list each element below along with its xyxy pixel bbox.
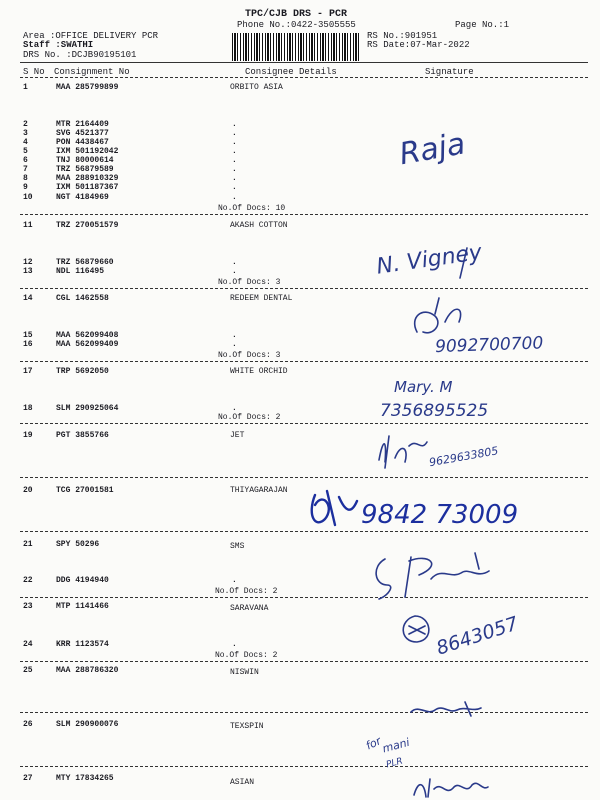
group-divider [20,423,588,424]
rs-date: RS Date:07-Mar-2022 [367,40,470,50]
row-consignment: NGT 4184969 [56,193,109,202]
signature-8 [395,608,535,672]
row-consignee: . [232,174,237,183]
signature-3 [405,292,585,357]
row-sno: 3 [23,129,28,138]
docs-count: No.Of Docs: 3 [218,351,281,360]
row-sno: 10 [23,193,33,202]
row-consignment: TRZ 270051579 [56,221,119,230]
area-field: Area :OFFICE DELIVERY PCR [23,31,159,41]
row-consignee: REDEEM DENTAL [230,294,293,303]
row-sno: 27 [23,774,33,783]
signature-10 [360,722,440,782]
row-consignee: . [232,331,237,340]
row-consignment: IXM 501187367 [56,183,119,192]
barcode-image [232,33,360,61]
document-title: TPC/CJB DRS - PCR [245,9,348,20]
docs-count: No.Of Docs: 2 [215,587,278,596]
row-sno: 5 [23,147,28,156]
svg-text:Raja: Raja [396,126,468,173]
col-signature: Signature [425,67,474,77]
docs-count: No.Of Docs: 10 [218,204,286,213]
row-consignee: ASIAN [230,778,255,787]
row-consignee: . [232,138,237,147]
row-consignee: . [232,404,237,413]
row-sno: 6 [23,156,28,165]
row-sno: 23 [23,602,33,611]
row-sno: 8 [23,174,28,183]
row-consignment: MAA 285799899 [56,83,119,92]
signature-6 [305,485,545,533]
row-consignee: NISWIN [230,668,259,677]
svg-text:N. Vigney: N. Vigney [375,240,484,280]
staff-field: Staff :SWATHI [23,40,94,50]
row-consignment: DDG 4194940 [56,576,109,585]
row-sno: 17 [23,367,33,376]
row-sno: 18 [23,404,33,413]
row-consignment: TRZ 56879660 [56,258,114,267]
phone-number: Phone No.:0422-3505555 [237,20,356,30]
row-consignee: WHITE ORCHID [230,367,288,376]
signature-4 [380,372,520,422]
signature-9 [405,700,505,722]
svg-text:9629633805: 9629633805 [428,444,500,470]
row-consignee: . [232,156,237,165]
svg-text:PLR: PLR [385,756,404,771]
row-consignment: MTR 2164409 [56,120,109,129]
row-consignment: MTP 1141466 [56,602,109,611]
page-number: Page No.:1 [455,20,510,30]
row-consignment: MAA 288786320 [56,666,119,675]
row-sno: 22 [23,576,33,585]
col-sno: S No [23,67,45,77]
row-consignment: MAA 562099408 [56,331,119,340]
signature-2 [372,228,502,283]
signature-1 [395,118,475,178]
row-sno: 12 [23,258,33,267]
row-sno: 9 [23,183,28,192]
docs-count: No.Of Docs: 3 [218,278,281,287]
row-consignment: TCG 27001581 [56,486,114,495]
signature-7 [365,545,535,605]
row-sno: 11 [23,221,33,230]
rs-number: RS No.:901951 [367,31,438,41]
row-consignee: . [232,340,237,349]
row-sno: 21 [23,540,33,549]
row-consignment: PON 4438467 [56,138,109,147]
svg-text:Mary. M: Mary. M [394,378,453,396]
svg-text:7356895525: 7356895525 [380,401,489,421]
row-consignee: ORBITO ASIA [230,83,283,92]
row-consignee: . [232,258,237,267]
row-consignment: SLM 290925064 [56,404,119,413]
row-consignee: TEXSPIN [230,722,264,731]
row-consignment: TRP 5692050 [56,367,109,376]
row-sno: 26 [23,720,33,729]
row-consignment: SLM 290900076 [56,720,119,729]
row-sno: 20 [23,486,33,495]
group-divider [20,477,588,478]
row-sno: 2 [23,120,28,129]
row-consignee: . [232,165,237,174]
row-consignment: SPY 50296 [56,540,100,549]
row-sno: 15 [23,331,33,340]
row-consignee: . [232,129,237,138]
row-sno: 4 [23,138,28,147]
row-sno: 13 [23,267,33,276]
group-divider [20,361,588,362]
col-consignee: Consignee Details [245,67,337,77]
row-consignment: TNJ 80000614 [56,156,114,165]
docs-count: No.Of Docs: 2 [218,413,281,422]
row-consignee: . [232,640,237,649]
row-consignee: . [232,267,237,276]
drs-number: DRS No. :DCJB90195101 [23,50,137,60]
row-consignment: NDL 116495 [56,267,105,276]
svg-text:mani: mani [381,735,411,756]
row-consignee: . [232,183,237,192]
row-consignment: TRZ 56879589 [56,165,114,174]
svg-text:8643057: 8643057 [433,612,521,660]
group-divider [20,766,588,767]
row-consignment: MAA 562099409 [56,340,119,349]
signature-5 [375,428,535,476]
row-consignee: . [232,147,237,156]
header-divider [20,62,588,63]
row-sno: 1 [23,83,28,92]
row-consignee: SMS [230,542,245,551]
row-consignment: CGL 1462558 [56,294,109,303]
row-consignee: SARAVANA [230,604,269,613]
columns-divider [20,77,588,78]
group-divider [20,214,588,215]
row-consignment: IXM 501192042 [56,147,119,156]
col-consignment: Consignment No [54,67,130,77]
row-consignee: . [232,193,237,202]
row-consignment: MAA 288910329 [56,174,119,183]
row-consignee: JET [230,431,245,440]
row-sno: 24 [23,640,33,649]
row-consignee: THIYAGARAJAN [230,486,288,495]
row-sno: 16 [23,340,33,349]
docs-count: No.Of Docs: 2 [215,651,278,660]
row-sno: 19 [23,431,33,440]
row-sno: 7 [23,165,28,174]
row-consignment: SVG 4521377 [56,129,109,138]
group-divider [20,288,588,289]
svg-text:9842 73009: 9842 73009 [361,500,519,530]
row-consignee: AKASH COTTON [230,221,288,230]
signature-11 [408,775,498,800]
row-consignee: . [232,120,237,129]
row-consignment: PGT 3855766 [56,431,109,440]
row-consignee: . [232,576,237,585]
row-sno: 25 [23,666,33,675]
svg-text:9092700700: 9092700700 [434,333,544,358]
row-consignment: MTY 17834265 [56,774,114,783]
row-consignment: KRR 1123574 [56,640,109,649]
svg-text:for: for [363,734,384,753]
row-sno: 14 [23,294,33,303]
